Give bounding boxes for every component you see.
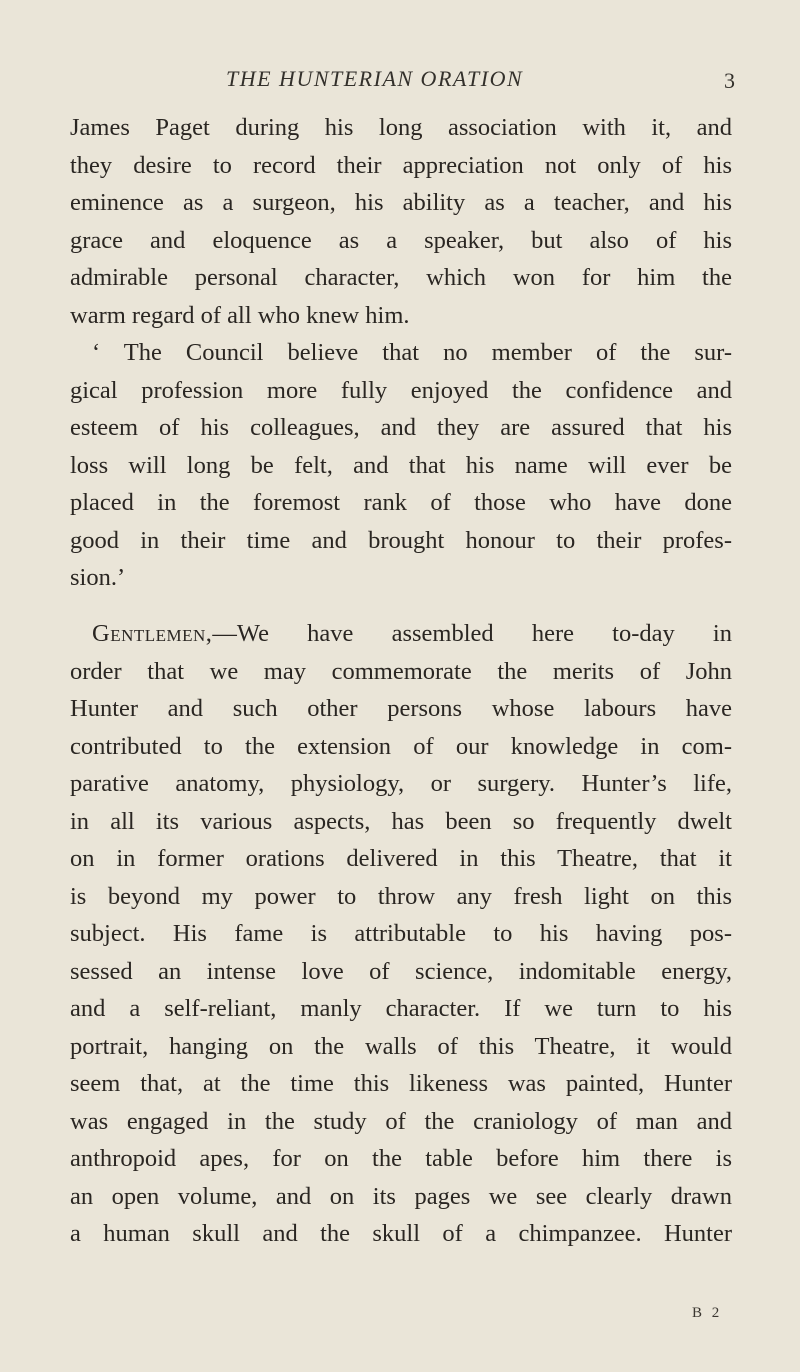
text-line: an open volume, and on its pages we see clearly drawn: [70, 1182, 732, 1210]
paragraph-gentlemen: [70, 615, 732, 1253]
paragraph-council-quote: [70, 334, 732, 597]
text-line: good in their time and brought honour to their profes-: [70, 526, 732, 554]
text-line: on in former orations delivered in this Theatre, that it: [70, 845, 732, 872]
text-line: seem that, at the time this likeness was painted, Hunter: [70, 1070, 732, 1097]
text-line: they desire to record their appreciation not only of his: [70, 151, 732, 179]
text-line: parative anatomy, physiology, or surgery. Hunter’s life,: [70, 770, 732, 797]
salutation: Gentlemen,: [92, 620, 213, 647]
text-line: placed in the foremost rank of those who have done: [70, 489, 732, 516]
text-line: warm regard of all who knew him.: [70, 301, 410, 329]
text-line: a human skull and the skull of a chimpanzee. Hunter: [70, 1220, 732, 1247]
text-line: Hunter and such other persons whose labours have: [70, 695, 732, 722]
text-line: was engaged in the study of the craniology of man and: [70, 1107, 732, 1135]
text-line: gical profession more fully enjoyed the confidence and: [70, 376, 732, 404]
text-line: sessed an intense love of science, indomitable energy,: [70, 957, 732, 985]
text-line: contributed to the extension of our knowledge in com-: [70, 732, 732, 760]
first-line-rest: —We have assembled here to-day in: [212, 620, 732, 647]
paragraph-continuation: [70, 109, 732, 334]
running-head: [0, 66, 800, 96]
page-number: 3: [724, 68, 735, 93]
text-line: anthropoid apes, for on the table before him there is: [70, 1145, 732, 1172]
text-line: subject. His fame is attributable to his having pos-: [70, 920, 732, 947]
text-line: eminence as a surgeon, his ability as a teacher, and his: [70, 189, 732, 216]
text-line: James Paget during his long association with it, and: [70, 114, 732, 141]
text-line: in all its various aspects, has been so frequently dwelt: [70, 807, 732, 835]
signature-mark: B 2: [692, 1305, 723, 1321]
running-title: THE HUNTERIAN ORATION: [226, 66, 524, 91]
text-line: grace and eloquence as a speaker, but also of his: [70, 226, 732, 254]
text-line: esteem of his colleagues, and they are assured that his: [70, 414, 732, 441]
text-line: admirable personal character, which won for him the: [70, 264, 732, 291]
text-line: and a self-reliant, manly character. If we turn to his: [70, 995, 732, 1022]
text-line: [70, 615, 732, 653]
text-line: portrait, hanging on the walls of this Theatre, it would: [70, 1032, 732, 1060]
text-line: loss will long be felt, and that his name will ever be: [70, 451, 732, 479]
text-line: is beyond my power to throw any fresh light on this: [70, 882, 732, 910]
text-line: ‘ The Council believe that no member of the sur-: [92, 339, 732, 366]
text-line: order that we may commemorate the merits of John: [70, 657, 732, 685]
text-line: sion.’: [70, 564, 126, 591]
